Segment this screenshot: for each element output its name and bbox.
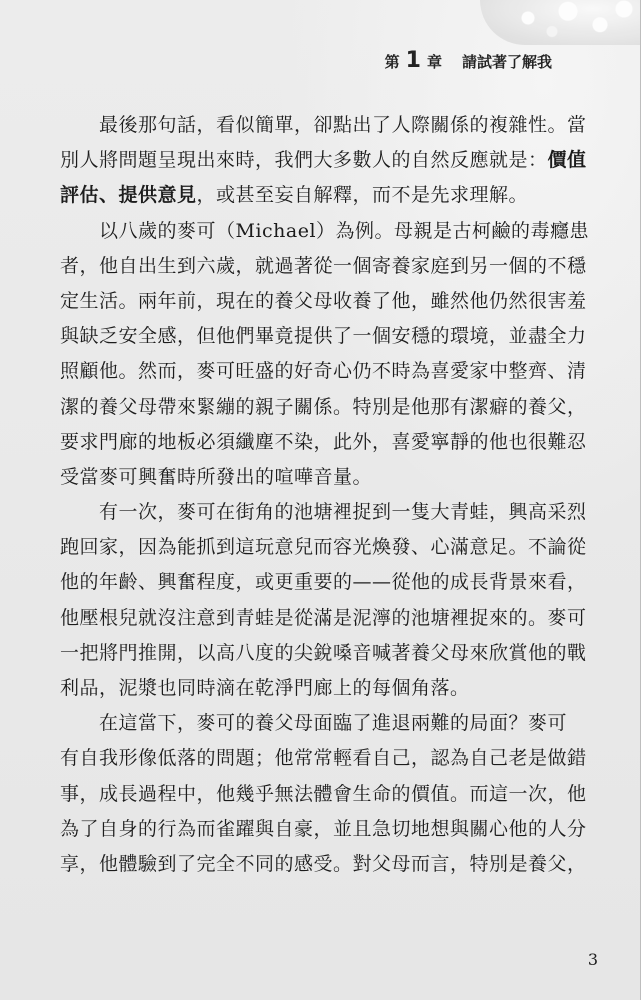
- text-run: 受當麥可興奮時所發出的喧嘩音量。: [60, 465, 373, 488]
- emphasis-text: 價值: [547, 149, 587, 172]
- text-line: [60, 390, 587, 425]
- text-line: [60, 565, 587, 600]
- paragraph: [60, 495, 587, 706]
- decorative-corner-image: [480, 0, 640, 45]
- text-run: 潔的養父母帶來緊繃的親子關係。特別是他那有潔癖的養父，: [60, 395, 587, 418]
- text-run: 照顧他。然而，麥可旺盛的好奇心仍不時為喜愛家中整齊、清: [60, 360, 587, 383]
- page-number: 3: [587, 950, 598, 969]
- text-run: 利品，泥漿也同時滴在乾淨門廊上的每個角落。: [60, 677, 470, 699]
- text-line: [60, 354, 587, 389]
- text-line: [60, 143, 587, 178]
- text-run: 有自我形像低落的問題；他常常輕看自己，認為自己老是做錯: [60, 747, 587, 770]
- text-run: 他的年齡、興奮程度，或更重要的——從他的成長背景來看，: [60, 571, 587, 594]
- body-text: [60, 108, 590, 882]
- text-line: [60, 847, 587, 882]
- chapter-title: 請試著了解我: [461, 53, 552, 71]
- chapter-number: 1: [405, 48, 421, 73]
- text-run: ，或甚至妄自解釋，而不是先求理解。: [196, 184, 529, 207]
- running-head: [385, 48, 552, 73]
- text-line: [60, 741, 587, 776]
- text-run: 他壓根兒就沒注意到青蛙是從滿是泥濘的池塘裡捉來的。麥可: [60, 606, 587, 629]
- emphasis-text: 評估、提供意見: [60, 184, 197, 207]
- text-run: 與缺乏安全感，但他們畢竟提供了一個安穩的環境，並盡全力: [60, 325, 587, 348]
- text-line: [60, 812, 587, 847]
- text-line: [60, 495, 587, 530]
- chapter-suffix: 章: [426, 53, 442, 71]
- text-run: 以八歲的麥可（Michael）為例。母親是古柯鹼的毒癮患: [60, 219, 590, 242]
- text-line: [60, 249, 587, 284]
- text-run: 享，他體驗到了完全不同的感受。對父母而言，特別是養父，: [60, 852, 587, 875]
- text-run: 為了自身的行為而雀躍與自豪，並且急切地想與關心他的人分: [60, 817, 587, 840]
- text-line: [60, 460, 572, 495]
- text-line: [60, 214, 590, 249]
- paragraph: [60, 214, 590, 496]
- paragraph: [60, 706, 587, 882]
- chapter-prefix: 第: [384, 53, 400, 71]
- text-line: [60, 671, 572, 706]
- text-line: [60, 636, 587, 671]
- text-run: 定生活。兩年前，現在的養父母收養了他，雖然他仍然很害羞: [60, 289, 587, 312]
- text-line: [60, 284, 587, 319]
- text-line: [60, 777, 587, 812]
- text-line: [60, 601, 587, 636]
- text-run: 最後那句話，看似簡單，卻點出了人際關係的複雜性。當: [60, 114, 587, 136]
- text-line: [60, 108, 587, 143]
- text-run: 在這當下，麥可的養父母面臨了進退兩難的局面？麥可: [60, 712, 568, 735]
- text-line: [60, 425, 587, 460]
- text-run: 要求門廊的地板必須纖塵不染，此外，喜愛寧靜的他也很難忍: [60, 430, 587, 453]
- text-run: 跑回家，因為能抓到這玩意兒而容光煥發、心滿意足。不論從: [60, 536, 587, 559]
- text-run: 有一次，麥可在街角的池塘裡捉到一隻大青蛙，興高采烈: [60, 501, 587, 524]
- text-line: [60, 706, 572, 741]
- text-run: 別人將問題呈現出來時，我們大多數人的自然反應就是：: [60, 149, 548, 172]
- text-line: [60, 530, 587, 565]
- text-line: [60, 319, 587, 354]
- text-run: 事，成長過程中，他幾乎無法體會生命的價值。而這一次，他: [60, 782, 587, 805]
- paragraph: [60, 108, 587, 214]
- text-run: 者，他自出生到六歲，就過著從一個寄養家庭到另一個的不穩: [60, 254, 587, 277]
- text-run: 一把將門推開，以高八度的尖銳嗓音喊著養父母來欣賞他的戰: [60, 641, 587, 664]
- text-line: [60, 178, 572, 213]
